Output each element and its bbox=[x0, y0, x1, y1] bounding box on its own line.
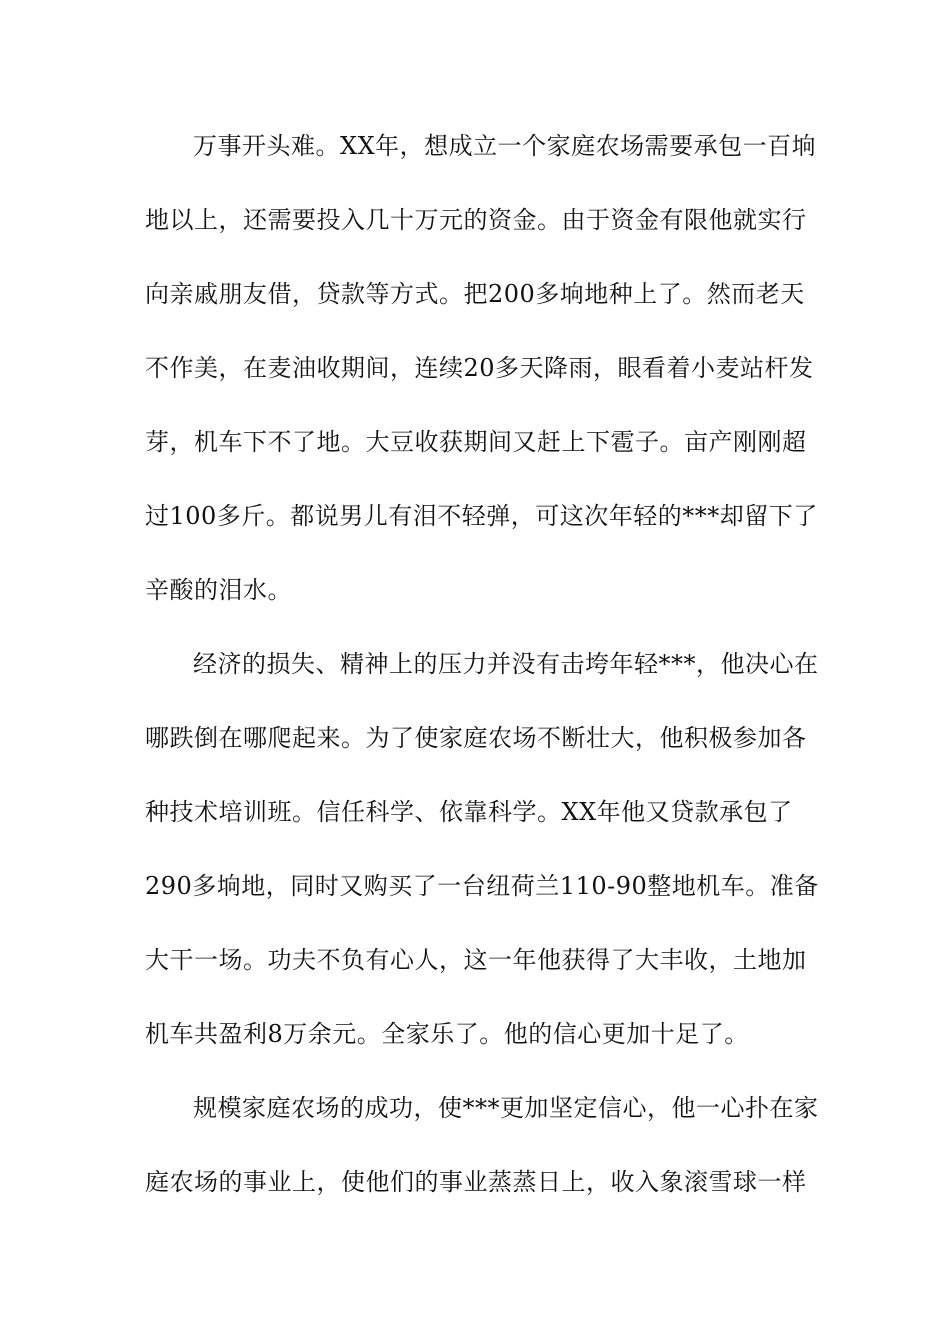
text-line: 不作美，在麦油收期间，连续20多天降雨，眼看着小麦站杆发 bbox=[145, 354, 814, 382]
text-line: 种技术培训班。信任科学、依靠科学。XX年他又贷款承包了 bbox=[145, 798, 793, 826]
text-line: 290多垧地，同时又购买了一台纽荷兰110-90整地机车。准备 bbox=[145, 872, 819, 900]
paragraph-2 bbox=[145, 646, 819, 1053]
document-body bbox=[145, 128, 819, 1238]
text-line: 庭农场的事业上，使他们的事业蒸蒸日上，收入象滚雪球一样 bbox=[145, 1168, 807, 1196]
paragraph-1 bbox=[145, 128, 818, 609]
text-line: 万事开头难。XX年，想成立一个家庭农场需要承包一百垧 bbox=[193, 132, 817, 160]
text-line: 过100多斤。都说男儿有泪不轻弹，可这次年轻的***却留下了 bbox=[145, 502, 818, 530]
text-line: 经济的损失、精神上的压力并没有击垮年轻***，他决心在 bbox=[193, 650, 819, 678]
text-line: 地以上，还需要投入几十万元的资金。由于资金有限他就实行 bbox=[145, 206, 807, 234]
text-line: 芽，机车下不了地。大豆收获期间又赶上下雹子。亩产刚刚超 bbox=[145, 428, 807, 456]
text-line: 机车共盈利8万余元。全家乐了。他的信心更加十足了。 bbox=[145, 1020, 749, 1048]
text-line: 向亲戚朋友借，贷款等方式。把200多垧地种上了。然而老天 bbox=[145, 280, 805, 308]
paragraph-3 bbox=[145, 1090, 819, 1201]
text-line: 辛酸的泪水。 bbox=[145, 576, 292, 604]
text-line: 哪跌倒在哪爬起来。为了使家庭农场不断壮大，他积极参加各 bbox=[145, 724, 807, 752]
text-line: 规模家庭农场的成功，使***更加坚定信心，他一心扑在家 bbox=[193, 1094, 819, 1122]
text-line: 大干一场。功夫不负有心人，这一年他获得了大丰收，土地加 bbox=[145, 946, 807, 974]
